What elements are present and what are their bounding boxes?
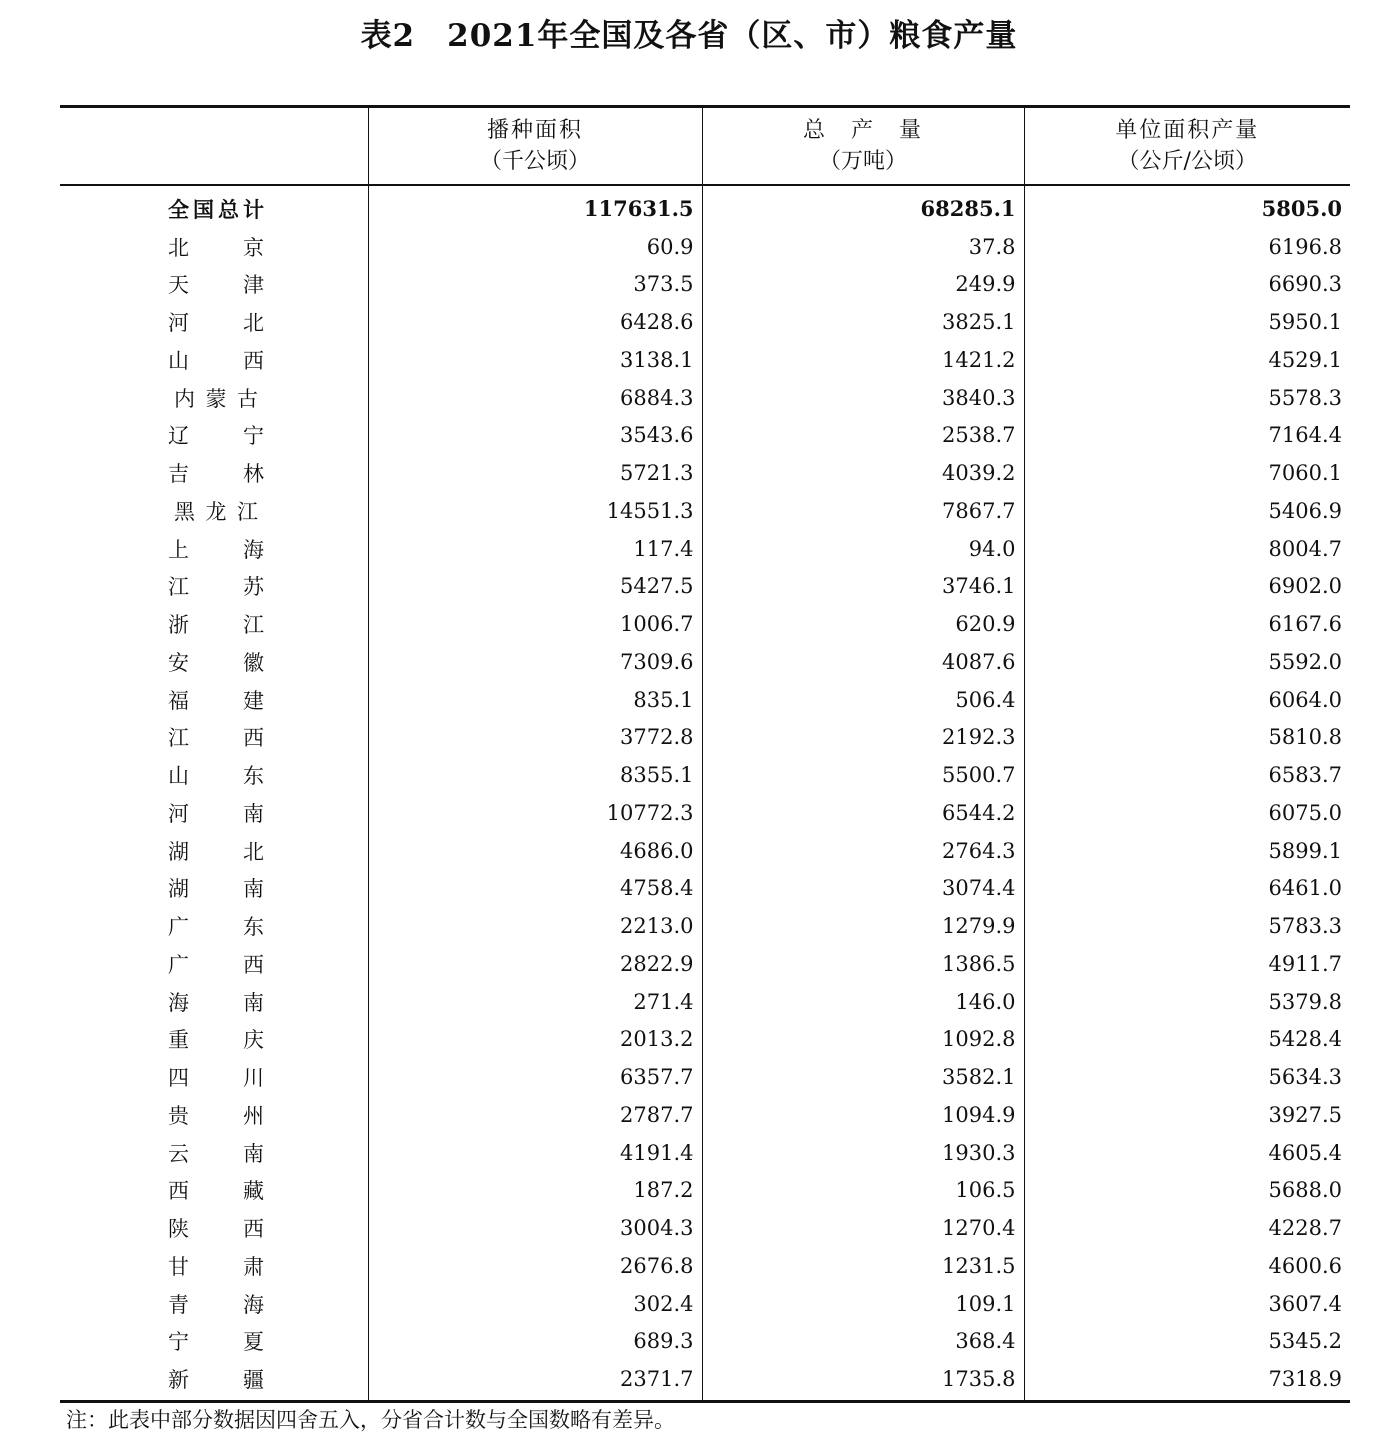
table-title: 表2 2021年全国及各省（区、市）粮食产量 (360, 18, 1018, 54)
table-row (60, 870, 1350, 908)
yield-cell: 4911.7 (1024, 945, 1350, 983)
table-row (60, 605, 1350, 643)
region-name: 山东 (168, 764, 264, 789)
total-output-cell: 1231.5 (702, 1247, 1024, 1285)
table-row (60, 454, 1350, 492)
region-name: 云南 (168, 1141, 264, 1166)
sown-area-cell: 2213.0 (368, 907, 702, 945)
total-output-cell: 3074.4 (702, 870, 1024, 908)
region-name: 湖北 (168, 839, 264, 864)
region-name: 宁夏 (168, 1330, 264, 1355)
yield-cell: 6167.6 (1024, 605, 1350, 643)
yield-cell: 5805.0 (1024, 185, 1350, 228)
yield-cell: 5578.3 (1024, 379, 1350, 417)
total-output-cell: 7867.7 (702, 492, 1024, 530)
sown-area-cell: 10772.3 (368, 794, 702, 832)
total-output-cell: 368.4 (702, 1323, 1024, 1361)
sown-area-cell: 3543.6 (368, 417, 702, 455)
yield-cell: 5688.0 (1024, 1172, 1350, 1210)
table-row (60, 681, 1350, 719)
table-row (60, 1285, 1350, 1323)
region-cell (60, 605, 368, 643)
sown-area-cell: 117.4 (368, 530, 702, 568)
total-output-cell: 4087.6 (702, 643, 1024, 681)
sown-area-cell: 4686.0 (368, 832, 702, 870)
total-output-cell: 249.9 (702, 266, 1024, 304)
table-row (60, 266, 1350, 304)
header-total-output (702, 107, 1024, 186)
region-name: 安徽 (168, 650, 264, 675)
header-row (60, 107, 1350, 186)
table-row (60, 832, 1350, 870)
table-body (60, 185, 1350, 1402)
sown-area-cell: 2676.8 (368, 1247, 702, 1285)
yield-cell: 8004.7 (1024, 530, 1350, 568)
table-row (60, 1134, 1350, 1172)
region-name: 全国总计 (168, 196, 264, 222)
yield-cell: 6583.7 (1024, 756, 1350, 794)
sown-area-cell: 5721.3 (368, 454, 702, 492)
yield-cell: 6902.0 (1024, 568, 1350, 606)
sown-area-cell: 5427.5 (368, 568, 702, 606)
sown-area-cell: 3772.8 (368, 719, 702, 757)
total-output-cell: 1386.5 (702, 945, 1024, 983)
table-row (60, 341, 1350, 379)
header-sown-area (368, 107, 702, 186)
total-output-cell: 2192.3 (702, 719, 1024, 757)
sown-area-cell: 6428.6 (368, 303, 702, 341)
table-row (60, 756, 1350, 794)
table-header (60, 107, 1350, 186)
region-cell (60, 907, 368, 945)
yield-cell: 4228.7 (1024, 1209, 1350, 1247)
region-name: 辽宁 (168, 424, 264, 449)
table-row (60, 1323, 1350, 1361)
table-row (60, 492, 1350, 530)
table-row (60, 1360, 1350, 1401)
total-output-cell: 146.0 (702, 983, 1024, 1021)
table-row-total (60, 185, 1350, 228)
region-cell (60, 341, 368, 379)
yield-cell: 7060.1 (1024, 454, 1350, 492)
total-output-cell: 1279.9 (702, 907, 1024, 945)
yield-cell: 4605.4 (1024, 1134, 1350, 1172)
header-sown-area-label: 播种面积 (486, 118, 583, 143)
region-cell (60, 1134, 368, 1172)
region-name: 河南 (168, 801, 264, 826)
sown-area-cell: 2013.2 (368, 1021, 702, 1059)
region-cell (60, 185, 368, 228)
sown-area-cell: 835.1 (368, 681, 702, 719)
sown-area-cell: 2787.7 (368, 1096, 702, 1134)
yield-cell: 5950.1 (1024, 303, 1350, 341)
region-cell (60, 568, 368, 606)
region-cell (60, 756, 368, 794)
table-row (60, 303, 1350, 341)
yield-cell: 5899.1 (1024, 832, 1350, 870)
sown-area-cell: 4758.4 (368, 870, 702, 908)
sown-area-cell: 271.4 (368, 983, 702, 1021)
yield-cell: 4529.1 (1024, 341, 1350, 379)
region-cell (60, 1323, 368, 1361)
header-sown-area-unit: （千公顷） (479, 149, 590, 174)
sown-area-cell: 2371.7 (368, 1360, 702, 1401)
region-name: 陕西 (168, 1217, 264, 1242)
region-cell (60, 945, 368, 983)
region-name: 浙江 (168, 613, 264, 638)
total-output-cell: 3746.1 (702, 568, 1024, 606)
sown-area-cell: 4191.4 (368, 1134, 702, 1172)
region-cell (60, 492, 368, 530)
total-output-cell: 1930.3 (702, 1134, 1024, 1172)
header-region (60, 107, 368, 186)
region-name: 江苏 (168, 575, 264, 600)
region-name: 内蒙古 (174, 386, 258, 411)
region-name: 四川 (168, 1066, 264, 1091)
sown-area-cell: 6357.7 (368, 1058, 702, 1096)
yield-cell: 3607.4 (1024, 1285, 1350, 1323)
yield-cell: 5345.2 (1024, 1323, 1350, 1361)
table-row (60, 379, 1350, 417)
total-output-cell: 1092.8 (702, 1021, 1024, 1059)
region-cell (60, 1285, 368, 1323)
table-row (60, 568, 1350, 606)
total-output-cell: 1421.2 (702, 341, 1024, 379)
yield-cell: 7164.4 (1024, 417, 1350, 455)
region-cell (60, 794, 368, 832)
total-output-cell: 1270.4 (702, 1209, 1024, 1247)
region-cell (60, 681, 368, 719)
region-cell (60, 1360, 368, 1401)
table-row (60, 1058, 1350, 1096)
region-cell (60, 1021, 368, 1059)
region-cell (60, 1247, 368, 1285)
region-cell (60, 832, 368, 870)
region-name: 海南 (168, 990, 264, 1015)
total-output-cell: 5500.7 (702, 756, 1024, 794)
region-cell (60, 454, 368, 492)
region-name: 西藏 (168, 1179, 264, 1204)
region-cell (60, 417, 368, 455)
total-output-cell: 4039.2 (702, 454, 1024, 492)
table-row (60, 228, 1350, 266)
yield-cell: 5810.8 (1024, 719, 1350, 757)
total-output-cell: 68285.1 (702, 185, 1024, 228)
yield-cell: 5634.3 (1024, 1058, 1350, 1096)
total-output-cell: 1735.8 (702, 1360, 1024, 1401)
table-footnote: 注：此表中部分数据因四舍五入，分省合计数与全国数略有差异。 (66, 1408, 675, 1432)
table-row (60, 1172, 1350, 1210)
yield-cell: 7318.9 (1024, 1360, 1350, 1401)
table-row (60, 983, 1350, 1021)
region-name: 黑龙江 (174, 499, 258, 524)
sown-area-cell: 373.5 (368, 266, 702, 304)
table-row (60, 907, 1350, 945)
total-output-cell: 2764.3 (702, 832, 1024, 870)
region-name: 湖南 (168, 877, 264, 902)
region-cell (60, 1058, 368, 1096)
yield-cell: 4600.6 (1024, 1247, 1350, 1285)
total-output-cell: 6544.2 (702, 794, 1024, 832)
table-row (60, 719, 1350, 757)
region-cell (60, 1172, 368, 1210)
region-cell (60, 1209, 368, 1247)
sown-area-cell: 60.9 (368, 228, 702, 266)
yield-cell: 5406.9 (1024, 492, 1350, 530)
header-total-output-label: 总 产 量 (802, 118, 923, 143)
region-cell (60, 870, 368, 908)
table-row (60, 417, 1350, 455)
sown-area-cell: 8355.1 (368, 756, 702, 794)
header-yield-label: 单位面积产量 (1115, 118, 1260, 143)
sown-area-cell: 117631.5 (368, 185, 702, 228)
region-name: 河北 (168, 311, 264, 336)
total-output-cell: 3825.1 (702, 303, 1024, 341)
table-row (60, 530, 1350, 568)
grain-output-table-container (60, 105, 1350, 1403)
region-name: 新疆 (168, 1368, 264, 1393)
yield-cell: 5379.8 (1024, 983, 1350, 1021)
table-row (60, 643, 1350, 681)
sown-area-cell: 6884.3 (368, 379, 702, 417)
region-name: 吉林 (168, 462, 264, 487)
region-name: 重庆 (168, 1028, 264, 1053)
total-output-cell: 109.1 (702, 1285, 1024, 1323)
yield-cell: 6690.3 (1024, 266, 1350, 304)
total-output-cell: 37.8 (702, 228, 1024, 266)
region-name: 甘肃 (168, 1254, 264, 1279)
sown-area-cell: 1006.7 (368, 605, 702, 643)
region-name: 江西 (168, 726, 264, 751)
table-row (60, 1247, 1350, 1285)
table-row (60, 1096, 1350, 1134)
total-output-cell: 506.4 (702, 681, 1024, 719)
grain-output-table (60, 105, 1350, 1403)
region-cell (60, 530, 368, 568)
region-cell (60, 1096, 368, 1134)
table-row (60, 794, 1350, 832)
sown-area-cell: 302.4 (368, 1285, 702, 1323)
region-cell (60, 983, 368, 1021)
yield-cell: 3927.5 (1024, 1096, 1350, 1134)
total-output-cell: 620.9 (702, 605, 1024, 643)
region-name: 福建 (168, 688, 264, 713)
region-name: 青海 (168, 1292, 264, 1317)
table-row (60, 1021, 1350, 1059)
sown-area-cell: 187.2 (368, 1172, 702, 1210)
sown-area-cell: 2822.9 (368, 945, 702, 983)
region-name: 广西 (168, 952, 264, 977)
region-name: 山西 (168, 348, 264, 373)
table-row (60, 1209, 1350, 1247)
region-cell (60, 266, 368, 304)
sown-area-cell: 3138.1 (368, 341, 702, 379)
yield-cell: 6064.0 (1024, 681, 1350, 719)
region-name: 贵州 (168, 1103, 264, 1128)
yield-cell: 5783.3 (1024, 907, 1350, 945)
yield-cell: 6196.8 (1024, 228, 1350, 266)
region-name: 北京 (168, 235, 264, 260)
total-output-cell: 3582.1 (702, 1058, 1024, 1096)
header-yield (1024, 107, 1350, 186)
total-output-cell: 94.0 (702, 530, 1024, 568)
region-cell (60, 719, 368, 757)
region-cell (60, 228, 368, 266)
region-cell (60, 379, 368, 417)
region-name: 天津 (168, 273, 264, 298)
sown-area-cell: 7309.6 (368, 643, 702, 681)
total-output-cell: 106.5 (702, 1172, 1024, 1210)
total-output-cell: 1094.9 (702, 1096, 1024, 1134)
total-output-cell: 3840.3 (702, 379, 1024, 417)
header-total-output-unit: （万吨） (818, 149, 907, 174)
sown-area-cell: 689.3 (368, 1323, 702, 1361)
region-cell (60, 643, 368, 681)
region-cell (60, 303, 368, 341)
yield-cell: 6461.0 (1024, 870, 1350, 908)
yield-cell: 6075.0 (1024, 794, 1350, 832)
sown-area-cell: 14551.3 (368, 492, 702, 530)
region-name: 广东 (168, 915, 264, 940)
table-row (60, 945, 1350, 983)
region-name: 上海 (168, 537, 264, 562)
header-yield-unit: （公斤/公顷） (1117, 149, 1257, 174)
yield-cell: 5428.4 (1024, 1021, 1350, 1059)
sown-area-cell: 3004.3 (368, 1209, 702, 1247)
total-output-cell: 2538.7 (702, 417, 1024, 455)
yield-cell: 5592.0 (1024, 643, 1350, 681)
